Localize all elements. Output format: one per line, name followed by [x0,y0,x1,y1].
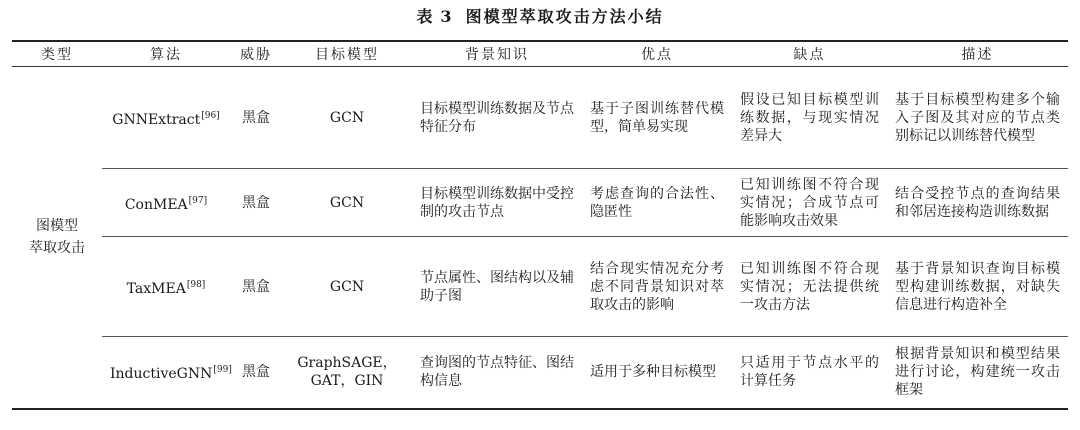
header-pros: 优点 [582,41,732,67]
header-background-knowledge: 背景知识 [412,41,582,67]
cons-cell: 已知训练图不符合现实情况；合成节点可能影响攻击效果 [732,169,887,237]
threat-cell: 黑盒 [230,237,282,337]
table-row [12,237,1068,337]
threat-cell: 黑盒 [230,169,282,237]
description-cell: 基于背景知识查询目标模型构建训练数据，对缺失信息进行构造补全 [887,237,1068,337]
pros-cell: 考虑查询的合法性、隐匿性 [582,169,732,237]
reference-mark: [98] [186,279,206,290]
target-model-cell: GCN [282,67,412,169]
algorithm-cell [102,169,230,237]
header-description: 描述 [887,41,1068,67]
header-algorithm: 算法 [102,41,230,67]
reference-mark: [96] [201,110,220,121]
cons-cell: 假设已知目标模型训练数据，与现实情况差异大 [732,67,887,169]
cons-cell: 只适用于节点水平的计算任务 [740,355,879,390]
cons-cell: 已知训练图不符合现实情况；无法提供统一攻击方法 [732,237,887,337]
algorithm-cell [102,337,230,409]
knowledge-cell: 目标模型训练数据及节点特征分布 [412,67,582,169]
table-row [12,169,1068,237]
knowledge-cell: 查询图的节点特征、图结构信息 [420,355,574,390]
target-model-cell: GCN [282,169,412,237]
table-row [12,337,1068,409]
caption-number: 3 [440,7,454,26]
knowledge-cell: 目标模型训练数据中受控制的攻击节点 [412,169,582,237]
knowledge-cell: 节点属性、图结构以及辅助子图 [412,237,582,337]
algorithm-name: GNNExtract [112,111,201,128]
algorithm-name: ConMEA [124,196,188,213]
header-threat: 威胁 [230,41,282,67]
algorithm-cell [102,237,230,337]
reference-mark: [97] [188,195,208,206]
pros-cell: 基于子图训练替代模型，简单易实现 [582,67,732,169]
algorithm-name: InductiveGNN [110,366,213,383]
description-cell: 基于目标模型构建多个输入子图及其对应的节点类别标记以训练替代模型 [887,67,1068,169]
algorithm-name: TaxMEA [126,280,186,297]
description-cell: 根据背景知识和模型结果进行讨论，构建统一攻击框架 [895,346,1060,399]
threat-cell: 黑盒 [242,364,270,381]
algorithm-cell [102,67,230,169]
pros-cell: 结合现实情况充分考虑不同背景知识对萃取攻击的影响 [582,237,732,337]
table-row [12,67,1068,169]
summary-table [12,40,1068,410]
description-cell: 结合受控节点的查询结果和邻居连接构造训练数据 [887,169,1068,237]
threat-cell: 黑盒 [230,67,282,169]
category-cell: 图模型 萃取攻击 [29,218,85,257]
header-type: 类型 [12,41,102,67]
table-caption [0,0,1080,30]
header-cons: 缺点 [732,41,887,67]
reference-mark: [99] [213,365,232,376]
target-model-cell: GraphSAGE， GAT，GIN [297,355,397,390]
caption-label: 表 [416,7,435,26]
header-row [12,41,1068,67]
caption-title: 图模型萃取攻击方法小结 [465,7,664,26]
target-model-cell: GCN [282,237,412,337]
header-target-model: 目标模型 [282,41,412,67]
pros-cell: 适用于多种目标模型 [590,364,716,381]
